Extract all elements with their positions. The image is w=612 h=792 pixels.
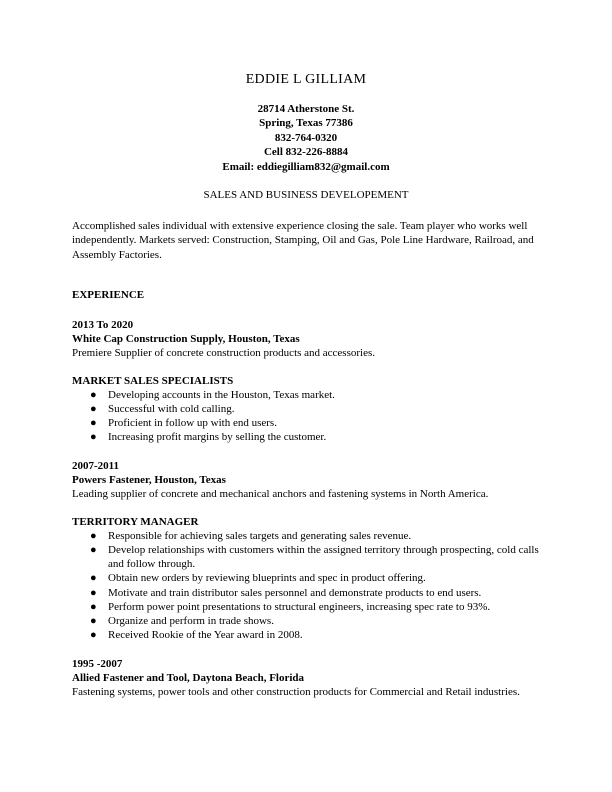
job-company: White Cap Construction Supply, Houston, Texas — [72, 333, 300, 346]
job-role: MARKET SALES SPECIALISTS — [72, 374, 234, 387]
list-item: ● Obtain new orders by reviewing blueprints and spec in product offering. — [90, 572, 426, 585]
bullet-dot-icon: ● — [90, 600, 97, 613]
job-company: Powers Fastener, Houston, Texas — [72, 474, 226, 487]
bullet-dot-icon: ● — [90, 529, 97, 542]
bullet-dot-icon: ● — [90, 615, 97, 628]
list-item: ● Organize and perform in trade shows. — [90, 615, 274, 628]
bullet-dot-icon: ● — [90, 388, 97, 401]
job-dates: 2013 To 2020 — [72, 319, 134, 331]
phone-line: 832-764-0320 — [274, 131, 338, 144]
job-dates: 2007-2011 — [72, 460, 120, 472]
experience-heading: EXPERIENCE — [72, 289, 145, 301]
list-item: ● Motivate and train distributor sales personnel and demonstrate products to end users. — [90, 586, 482, 599]
bullet-dot-icon: ● — [90, 572, 97, 585]
job-role: TERRITORY MANAGER — [72, 515, 199, 528]
list-item: ● Received Rookie of the Year award in 2008. — [90, 629, 303, 642]
job-entry-3 — [72, 657, 540, 700]
email-line: Email: eddiegilliam832@gmail.com — [222, 160, 390, 173]
list-item: ● Responsible for achieving sales targets and generating sales revenue. — [90, 529, 412, 542]
city-line: Spring, Texas 77386 — [259, 117, 353, 130]
job-bullets — [72, 388, 540, 445]
cell-line: Cell 832-226-8884 — [263, 146, 348, 159]
list-item: ● Develop relationships with customers within the assigned territory through prospecting, cold calls and follow through. — [90, 544, 539, 571]
job-entry-1 — [72, 318, 540, 445]
list-item: ● Perform power point presentations to structural engineers, increasing spec rate to 93%. — [90, 600, 491, 613]
list-item: ● Developing accounts in the Houston, Texas market. — [90, 388, 335, 401]
contact-block — [0, 102, 612, 174]
summary-paragraph: Accomplished sales individual with extensive experience closing the sale. Team player who works well independently. Markets served: Construction, Stamping, Oil and Gas, Pole Line Hardware, Railroad, and Assembly Factories. — [72, 220, 534, 261]
address-line: 28714 Atherstone St. — [257, 103, 355, 115]
list-item: ● Successful with cold calling. — [90, 403, 235, 416]
job-bullets — [72, 529, 540, 643]
candidate-name: EDDIE L GILLIAM — [245, 72, 367, 87]
bullet-dot-icon: ● — [90, 544, 97, 557]
bullet-dot-icon: ● — [90, 586, 97, 599]
list-item: ● Increasing profit margins by selling the customer. — [90, 431, 327, 444]
job-description: Leading supplier of concrete and mechanical anchors and fastening systems in North America. — [72, 488, 489, 501]
job-description: Premiere Supplier of concrete construction products and accessories. — [72, 347, 376, 360]
bullet-dot-icon: ● — [90, 417, 97, 430]
bullet-dot-icon: ● — [90, 431, 97, 444]
job-description: Fastening systems, power tools and other construction products for Commercial and Retail industries. — [72, 686, 520, 699]
headline: SALES AND BUSINESS DEVELOPEMENT — [203, 189, 409, 201]
bullet-dot-icon: ● — [90, 403, 97, 416]
list-item: ● Proficient in follow up with end users. — [90, 417, 277, 430]
bullet-dot-icon: ● — [90, 629, 97, 642]
job-dates: 1995 -2007 — [72, 658, 123, 670]
job-company: Allied Fastener and Tool, Daytona Beach, Florida — [72, 672, 305, 685]
job-entry-2 — [72, 459, 540, 642]
